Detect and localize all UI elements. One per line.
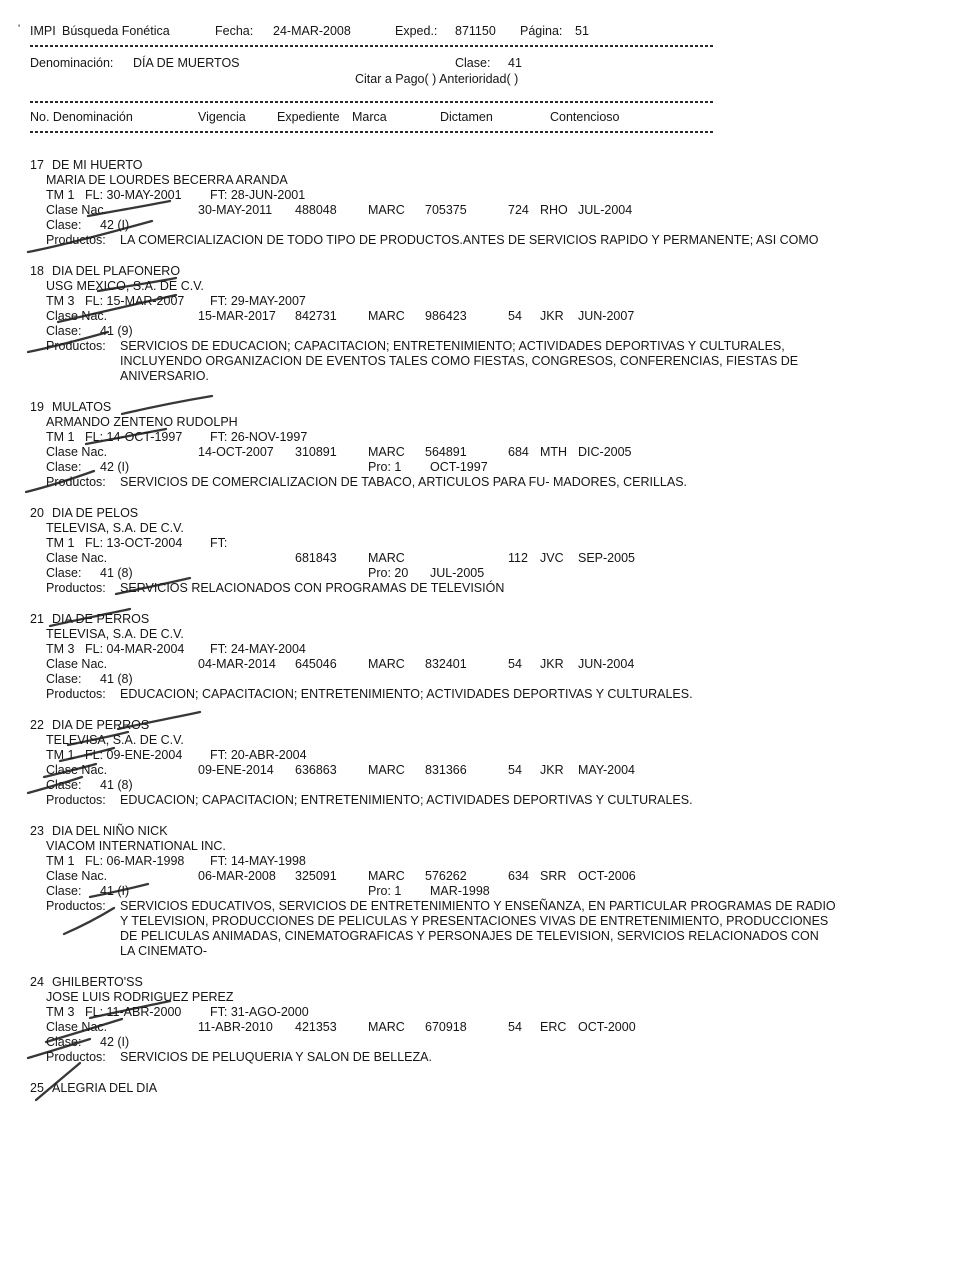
entry-number: 20 (30, 506, 44, 520)
productos-line: DE PELICULAS ANIMADAS, CINEMATOGRAFICAS Y PERSONAJES DE TELEVISION, SERVICIOS RELACIONADOS CON (120, 929, 819, 943)
entry-line (0, 929, 976, 944)
vigencia: 14-OCT-2007 (198, 445, 274, 459)
dictamen-code: SRR (540, 869, 567, 883)
clase-value: 41 (508, 56, 522, 70)
productos-label: Productos: (46, 233, 106, 247)
pagina-value: 51 (575, 24, 589, 38)
entry-number: 17 (30, 158, 44, 172)
fl-date: FL: 30-MAY-2001 (85, 188, 182, 202)
dictamen-number: 54 (508, 1020, 522, 1034)
entry-line (0, 203, 976, 218)
entry-line (0, 718, 976, 733)
entry-line (0, 763, 976, 778)
entry-line (0, 899, 976, 914)
marca: 576262 (425, 869, 467, 883)
column-contencioso: Contencioso (550, 110, 620, 124)
clase-nac-label: Clase Nac. (46, 551, 108, 565)
fl-date: FL: 11-ABR-2000 (85, 1005, 182, 1019)
entry-number: 23 (30, 824, 44, 838)
pro-date: MAR-1998 (430, 884, 490, 898)
entry-line (0, 188, 976, 203)
entry-owner: TELEVISA, S.A. DE C.V. (46, 733, 184, 747)
productos-line: SERVICIOS DE PELUQUERIA Y SALON DE BELLEZA. (120, 1050, 432, 1064)
trademark-entry (0, 975, 976, 1065)
clase-label: Clase: (46, 218, 82, 232)
marca: 832401 (425, 657, 467, 671)
entry-line (0, 1020, 976, 1035)
entry-name: ALEGRIA DEL DIA (52, 1081, 158, 1095)
column-vigencia: Vigencia (198, 110, 246, 124)
entry-number: 24 (30, 975, 44, 989)
dictamen-code: JKR (540, 309, 564, 323)
entry-line (0, 339, 976, 354)
vigencia: 15-MAR-2017 (198, 309, 276, 323)
entry-line (0, 233, 976, 248)
dictamen-code: JKR (540, 763, 564, 777)
productos-line: LA CINEMATO- (120, 944, 208, 958)
entry-name: GHILBERTO'SS (52, 975, 143, 989)
fecha-label: Fecha: (215, 24, 254, 38)
entry-line (0, 369, 976, 384)
fl-date: FL: 04-MAR-2004 (85, 642, 185, 656)
entry-owner: TELEVISA, S.A. DE C.V. (46, 521, 184, 535)
entry-name: DIA DE PELOS (52, 506, 139, 520)
expediente: 636863 (295, 763, 337, 777)
tm-type: TM 1 (46, 188, 75, 202)
vigencia: 06-MAR-2008 (198, 869, 276, 883)
ft-date: FT: 14-MAY-1998 (210, 854, 306, 868)
entry-line (0, 869, 976, 884)
contencioso: MAY-2004 (578, 763, 635, 777)
entry-line (0, 415, 976, 430)
dictamen-number: 54 (508, 763, 522, 777)
clase-value: 41 (8) (100, 566, 133, 580)
pagina-label: Página: (520, 24, 563, 38)
pro-value: Pro: 20 (368, 566, 409, 580)
entry-line (0, 854, 976, 869)
fecha-value: 24-MAR-2008 (273, 24, 351, 38)
vigencia: 30-MAY-2011 (198, 203, 273, 217)
vigencia: 11-ABR-2010 (198, 1020, 273, 1034)
productos-line: Y TELEVISION, PRODUCCIONES DE PELICULAS Y PRESENTACIONES VIVAS DE ENTRETENIMIENTO, PRODUCCIONES (120, 914, 829, 928)
clase-nac-label: Clase Nac. (46, 763, 108, 777)
entry-line (0, 914, 976, 929)
column-expediente: Expediente (277, 110, 340, 124)
vigencia: 04-MAR-2014 (198, 657, 276, 671)
entry-line (0, 309, 976, 324)
pro-value: Pro: 1 (368, 460, 402, 474)
ft-date: FT: 26-NOV-1997 (210, 430, 308, 444)
marc-label: MARC (368, 869, 405, 883)
marc-label: MARC (368, 657, 405, 671)
entry-line (0, 279, 976, 294)
dictamen-code: JKR (540, 657, 564, 671)
entry-line (0, 581, 976, 596)
clase-label: Clase: (46, 778, 82, 792)
productos-label: Productos: (46, 1050, 106, 1064)
marc-label: MARC (368, 551, 405, 565)
clase-nac-label: Clase Nac. (46, 203, 108, 217)
entry-line (0, 687, 976, 702)
entry-line (0, 975, 976, 990)
entry-line (0, 657, 976, 672)
entry-line (0, 218, 976, 233)
entry-line (0, 264, 976, 279)
marca: 831366 (425, 763, 467, 777)
org-name: IMPI (30, 24, 56, 38)
clase-nac-label: Clase Nac. (46, 309, 108, 323)
entry-line (0, 551, 976, 566)
clase-value: 42 (I) (100, 1035, 130, 1049)
entry-number: 22 (30, 718, 44, 732)
entry-line (0, 672, 976, 687)
tm-type: TM 1 (46, 536, 75, 550)
entry-line (0, 839, 976, 854)
entry-number: 21 (30, 612, 44, 626)
dictamen-code: RHO (540, 203, 568, 217)
ft-date: FT: (210, 536, 228, 550)
entry-line (0, 173, 976, 188)
entry-line (0, 460, 976, 475)
contencioso: JUN-2007 (578, 309, 635, 323)
expediente: 842731 (295, 309, 337, 323)
dictamen-number: 54 (508, 309, 522, 323)
clase-value: 42 (I) (100, 218, 130, 232)
entry-line (0, 990, 976, 1005)
contencioso: JUL-2004 (578, 203, 633, 217)
pro-date: JUL-2005 (430, 566, 485, 580)
entry-line (0, 324, 976, 339)
clase-nac-label: Clase Nac. (46, 1020, 108, 1034)
entry-line (0, 400, 976, 415)
dictamen-number: 634 (508, 869, 529, 883)
ft-date: FT: 31-AGO-2000 (210, 1005, 309, 1019)
marc-label: MARC (368, 1020, 405, 1034)
entry-line (0, 1005, 976, 1020)
clase-nac-label: Clase Nac. (46, 445, 108, 459)
trademark-entry (0, 1081, 976, 1096)
entry-line (0, 884, 976, 899)
clase-label: Clase: (46, 566, 82, 580)
dictamen-number: 724 (508, 203, 529, 217)
report-title: Búsqueda Fonética (62, 24, 170, 38)
exped-label: Exped.: (395, 24, 438, 38)
entry-line (0, 294, 976, 309)
entry-line (0, 445, 976, 460)
tm-type: TM 1 (46, 430, 75, 444)
entry-line (0, 793, 976, 808)
marc-label: MARC (368, 445, 405, 459)
entry-line (0, 1081, 976, 1096)
dictamen-code: ERC (540, 1020, 567, 1034)
column-no-denominacion: No. Denominación (30, 110, 133, 124)
dictamen-code: JVC (540, 551, 564, 565)
expediente: 488048 (295, 203, 337, 217)
tm-type: TM 3 (46, 1005, 75, 1019)
clase-nac-label: Clase Nac. (46, 657, 108, 671)
expediente: 645046 (295, 657, 337, 671)
ft-date: FT: 20-ABR-2004 (210, 748, 307, 762)
entry-line (0, 354, 976, 369)
entry-line (0, 566, 976, 581)
fl-date: FL: 06-MAR-1998 (85, 854, 185, 868)
marc-label: MARC (368, 309, 405, 323)
column-dictamen: Dictamen (440, 110, 493, 124)
marc-label: MARC (368, 203, 405, 217)
trademark-entry (0, 824, 976, 959)
fl-date: FL: 14-OCT-1997 (85, 430, 183, 444)
entry-line (0, 944, 976, 959)
clase-value: 42 (I) (100, 460, 130, 474)
entry-line (0, 627, 976, 642)
expediente: 325091 (295, 869, 337, 883)
exped-value: 871150 (455, 24, 496, 38)
ft-date: FT: 24-MAY-2004 (210, 642, 306, 656)
dictamen-code: MTH (540, 445, 568, 459)
entry-line (0, 158, 976, 173)
productos-label: Productos: (46, 475, 106, 489)
entry-owner: VIACOM INTERNATIONAL INC. (46, 839, 226, 853)
contencioso: OCT-2000 (578, 1020, 636, 1034)
clase-label: Clase: (46, 884, 82, 898)
expediente: 681843 (295, 551, 337, 565)
productos-label: Productos: (46, 899, 106, 913)
entry-owner: TELEVISA, S.A. DE C.V. (46, 627, 184, 641)
clase-nac-label: Clase Nac. (46, 869, 108, 883)
pro-date: OCT-1997 (430, 460, 488, 474)
clase-value: 41 (9) (100, 324, 133, 338)
expediente: 421353 (295, 1020, 337, 1034)
marc-label: MARC (368, 763, 405, 777)
contencioso: DIC-2005 (578, 445, 632, 459)
marca: 705375 (425, 203, 467, 217)
clase-value: 41 (8) (100, 778, 133, 792)
denominacion-label: Denominación: (30, 56, 114, 70)
ft-date: FT: 28-JUN-2001 (210, 188, 306, 202)
productos-line: SERVICIOS DE COMERCIALIZACION DE TABACO, ARTICULOS PARA FU- MADORES, CERILLAS. (120, 475, 688, 489)
clase-label: Clase: (46, 324, 82, 338)
vigencia: 09-ENE-2014 (198, 763, 274, 777)
productos-line: SERVICIOS DE EDUCACION; CAPACITACION; ENTRETENIMIENTO; ACTIVIDADES DEPORTIVAS Y CULTURALES, (120, 339, 785, 353)
entry-owner: MARIA DE LOURDES BECERRA ARANDA (46, 173, 288, 187)
tm-type: TM 3 (46, 642, 75, 656)
entry-number: 19 (30, 400, 44, 414)
productos-line: INCLUYENDO ORGANIZACION DE EVENTOS TALES COMO FIESTAS, CONGRESOS, CONFERENCIAS, FIESTAS DE (120, 354, 799, 368)
fl-date: FL: 15-MAR-2007 (85, 294, 185, 308)
entry-name: DIA DEL NIÑO NICK (52, 824, 168, 838)
trademark-entry (0, 612, 976, 702)
dictamen-number: 54 (508, 657, 522, 671)
entry-line (0, 1035, 976, 1050)
clase-label: Clase: (46, 460, 82, 474)
dashed-separator (30, 45, 714, 47)
entry-line (0, 521, 976, 536)
productos-line: EDUCACION; CAPACITACION; ENTRETENIMIENTO; ACTIVIDADES DEPORTIVAS Y CULTURALES. (120, 687, 693, 701)
productos-label: Productos: (46, 581, 106, 595)
entry-line (0, 733, 976, 748)
entry-line (0, 642, 976, 657)
entry-line (0, 1050, 976, 1065)
productos-line: LA COMERCIALIZACION DE TODO TIPO DE PRODUCTOS.ANTES DE SERVICIOS RAPIDO Y PERMANENTE; ASI COMO (120, 233, 819, 247)
productos-label: Productos: (46, 339, 106, 353)
entry-number: 25 (30, 1081, 44, 1095)
contencioso: JUN-2004 (578, 657, 635, 671)
denominacion-value: DÍA DE MUERTOS (133, 56, 240, 70)
scan-corner-mark: ' (18, 23, 21, 35)
marca: 986423 (425, 309, 467, 323)
entry-line (0, 475, 976, 490)
trademark-entry (0, 718, 976, 808)
fl-date: FL: 13-OCT-2004 (85, 536, 183, 550)
productos-line: SERVICIOS EDUCATIVOS, SERVICIOS DE ENTRETENIMIENTO Y ENSEÑANZA, EN PARTICULAR PROGRAMAS DE RADIO (120, 899, 836, 913)
productos-line: ANIVERSARIO. (120, 369, 209, 383)
entry-line (0, 778, 976, 793)
clase-value: 41 (I) (100, 884, 130, 898)
ft-date: FT: 29-MAY-2007 (210, 294, 306, 308)
clase-label: Clase: (46, 672, 82, 686)
productos-line: SERVICIOS RELACIONADOS CON PROGRAMAS DE TELEVISIÓN (120, 581, 505, 595)
tm-type: TM 1 (46, 854, 75, 868)
dashed-separator (30, 131, 714, 133)
entry-line (0, 430, 976, 445)
dashed-separator (30, 101, 714, 103)
entry-number: 18 (30, 264, 44, 278)
entry-name: DE MI HUERTO (52, 158, 143, 172)
entry-name: MULATOS (52, 400, 112, 414)
entry-owner: USG MEXICO, S.A. DE C.V. (46, 279, 204, 293)
clase-label: Clase: (455, 56, 491, 70)
trademark-entry (0, 506, 976, 596)
tm-type: TM 1 (46, 748, 75, 762)
entry-line (0, 506, 976, 521)
entry-line (0, 612, 976, 627)
fl-date: FL: 09-ENE-2004 (85, 748, 183, 762)
entry-line (0, 536, 976, 551)
productos-label: Productos: (46, 687, 106, 701)
marca: 670918 (425, 1020, 467, 1034)
clase-value: 41 (8) (100, 672, 133, 686)
contencioso: OCT-2006 (578, 869, 636, 883)
entry-line (0, 748, 976, 763)
dictamen-number: 684 (508, 445, 529, 459)
trademark-entry (0, 400, 976, 490)
entry-line (0, 824, 976, 839)
trademark-entry (0, 264, 976, 384)
productos-line: EDUCACION; CAPACITACION; ENTRETENIMIENTO; ACTIVIDADES DEPORTIVAS Y CULTURALES. (120, 793, 693, 807)
entry-name: DIA DE PERROS (52, 612, 150, 626)
contencioso: SEP-2005 (578, 551, 635, 565)
productos-label: Productos: (46, 793, 106, 807)
entry-owner: JOSE LUIS RODRIGUEZ PEREZ (46, 990, 234, 1004)
entry-name: DIA DEL PLAFONERO (52, 264, 181, 278)
tm-type: TM 3 (46, 294, 75, 308)
pro-value: Pro: 1 (368, 884, 402, 898)
citar-line: Citar a Pago( ) Anterioridad( ) (355, 72, 519, 86)
dictamen-number: 112 (508, 551, 528, 565)
expediente: 310891 (295, 445, 337, 459)
entry-owner: ARMANDO ZENTENO RUDOLPH (46, 415, 238, 429)
trademark-entry (0, 158, 976, 248)
entry-name: DIA DE PERROS (52, 718, 150, 732)
column-marca: Marca (352, 110, 387, 124)
marca: 564891 (425, 445, 467, 459)
clase-label: Clase: (46, 1035, 82, 1049)
